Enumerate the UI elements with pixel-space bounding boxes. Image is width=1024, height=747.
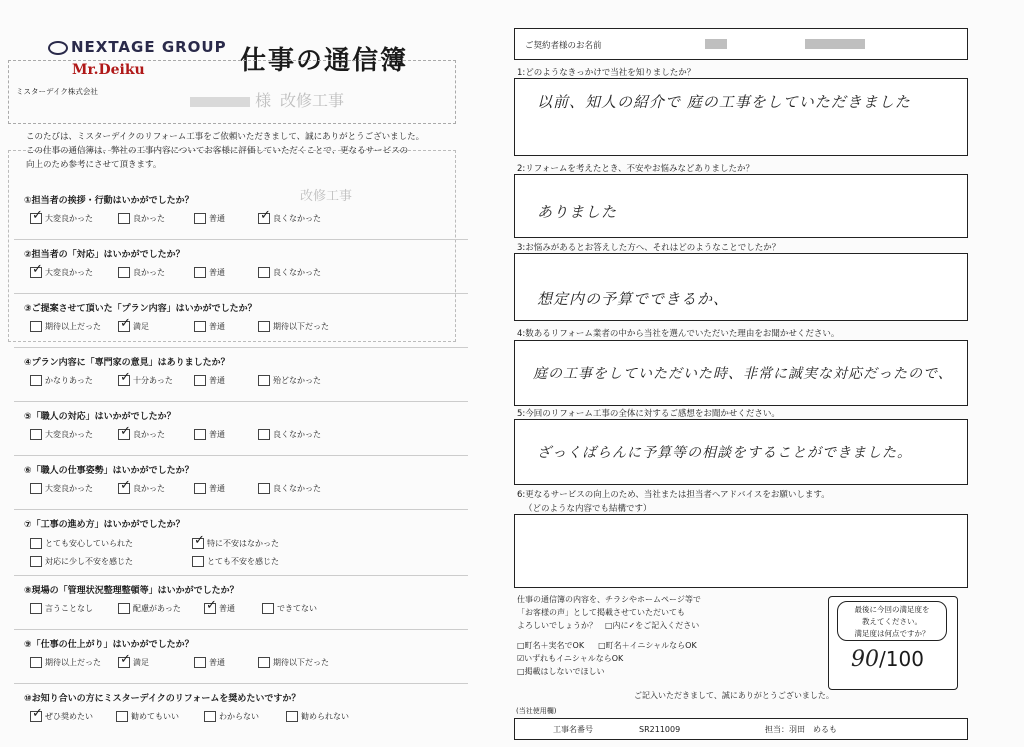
option-label: 対応に少し不安を感じた <box>45 557 133 566</box>
job-number: SR211009 <box>639 724 681 734</box>
option-label: 大変良かった <box>45 268 93 277</box>
intro-line-2: この仕事の通信簿は、弊社の工事内容についてお客様に評価していただくことで、更なるサービスの <box>26 146 409 156</box>
check-mark-icon: ✓ <box>120 424 131 439</box>
option-label: 期待以上だった <box>45 658 101 667</box>
question-1: 1:どのようなきっかけで当社を知りましたか？ <box>517 68 696 78</box>
consent-option-3[interactable]: ☑いずれもイニシャルならOK <box>517 654 624 663</box>
checkbox[interactable] <box>194 321 206 332</box>
question-divider <box>14 575 468 576</box>
option-label: 配慮があった <box>133 604 181 613</box>
q7-option-1[interactable] <box>30 538 133 549</box>
q10-option-3[interactable] <box>204 711 259 722</box>
check-mark-icon: ✓ <box>260 208 271 223</box>
question-title-3: ③ご提案させて頂いた「プラン内容」はいかがでしたか？ <box>24 304 257 314</box>
option-label: かなりあった <box>45 376 93 385</box>
option-label: 普通 <box>209 376 225 385</box>
office-use-box <box>514 718 968 740</box>
checkbox[interactable] <box>194 375 206 386</box>
option-label: 良かった <box>133 430 165 439</box>
checkbox[interactable] <box>30 556 42 567</box>
option-label: 普通 <box>219 604 235 613</box>
consent-text <box>517 593 701 632</box>
checkbox[interactable] <box>30 483 42 494</box>
nextage-logo <box>48 38 227 56</box>
q1-option-4[interactable] <box>258 208 321 224</box>
checkbox[interactable] <box>192 556 204 567</box>
redacted-surname <box>705 39 727 49</box>
customer-name-box <box>514 28 968 60</box>
q4-option-1[interactable] <box>30 375 93 386</box>
checkbox[interactable] <box>258 375 270 386</box>
question-4: 4:数あるリフォーム業者の中から当社を選んでいただいた理由をお聞かせください。 <box>517 329 840 339</box>
q5-option-2[interactable] <box>118 424 165 440</box>
office-use-label: (当社使用欄) <box>516 707 557 715</box>
score-prompt <box>837 601 947 641</box>
q9-option-4[interactable] <box>258 657 329 668</box>
option-label: とても安心していられた <box>45 539 133 548</box>
intro-line-3: 向上のため参考にさせて頂きます。 <box>26 160 162 170</box>
checkbox[interactable] <box>30 603 42 614</box>
question-title-9: ⑨「仕事の仕上がり」はいかがでしたか？ <box>24 640 194 650</box>
option-label: 大変良かった <box>45 214 93 223</box>
consent-line-3: よろしいでしょうか？ □内に✓をご記入ください <box>517 621 700 630</box>
checkbox[interactable] <box>30 706 43 722</box>
checkbox[interactable] <box>118 267 130 278</box>
option-label: 勧めてもいい <box>131 712 179 721</box>
option-label: 特に不安はなかった <box>207 539 279 548</box>
question-title-4: ④プラン内容に「専門家の意見」はありましたか？ <box>24 358 230 368</box>
question-divider <box>14 293 468 294</box>
checkbox[interactable] <box>118 603 130 614</box>
option-label: 十分あった <box>133 376 173 385</box>
question-title-8: ⑧現場の「管理状況整理整頓等」はいかがでしたか？ <box>24 586 239 596</box>
brand-logo: Mr.Deiku <box>72 62 145 78</box>
redacted-given-name <box>805 39 865 49</box>
answer-4-box[interactable] <box>514 340 968 406</box>
question-title-6: ⑥「職人の仕事姿勢」はいかがでしたか？ <box>24 466 194 476</box>
option-label: 期待以下だった <box>273 658 329 667</box>
ghost-job-2: 改修工事 <box>300 189 353 204</box>
score-prompt-2: 教えてください。 <box>862 617 922 626</box>
q6-option-1[interactable] <box>30 483 93 494</box>
option-label: ぜひ奨めたい <box>45 712 93 721</box>
checkbox[interactable] <box>118 652 131 668</box>
answer-2-text: ありました <box>537 203 618 221</box>
q7-option-2[interactable] <box>192 533 279 549</box>
q2-option-4[interactable] <box>258 267 321 278</box>
checkbox[interactable] <box>258 657 270 668</box>
check-mark-icon: ✓ <box>120 478 131 493</box>
checkbox[interactable] <box>30 429 42 440</box>
question-divider <box>14 629 468 630</box>
option-label: 普通 <box>209 322 225 331</box>
q3-option-1[interactable] <box>30 321 101 332</box>
option-label: 普通 <box>209 214 225 223</box>
checkbox[interactable] <box>194 267 206 278</box>
answer-6-box[interactable] <box>514 514 968 588</box>
question-divider <box>14 683 468 684</box>
q10-option-1[interactable] <box>30 706 93 722</box>
q5-option-4[interactable] <box>258 429 321 440</box>
question-title-1: ①担当者の挨拶・行動はいかがでしたか？ <box>24 196 194 206</box>
question-title-2: ②担当者の「対応」はいかがでしたか？ <box>24 250 185 260</box>
question-6-note: （どのような内容でも結構です） <box>524 504 652 514</box>
intro-line-1: このたびは、ミスターデイクのリフォーム工事をご依頼いただきまして、誠にありがとうございました。 <box>26 132 425 142</box>
option-label: 満足 <box>133 658 149 667</box>
option-label: 普通 <box>209 658 225 667</box>
option-label: とても不安を感じた <box>207 557 279 566</box>
check-mark-icon: ✓ <box>32 706 43 721</box>
q1-option-2[interactable] <box>118 213 165 224</box>
q9-option-3[interactable] <box>194 657 225 668</box>
option-label: 普通 <box>209 430 225 439</box>
q2-option-1[interactable] <box>30 262 93 278</box>
checkbox[interactable] <box>30 538 42 549</box>
checkbox[interactable] <box>258 321 270 332</box>
q6-option-4[interactable] <box>258 483 321 494</box>
checkbox[interactable] <box>258 208 271 224</box>
option-label: 普通 <box>209 268 225 277</box>
checkbox[interactable] <box>192 533 205 549</box>
checkbox[interactable] <box>194 657 206 668</box>
q4-option-4[interactable] <box>258 375 321 386</box>
option-label: 良かった <box>133 484 165 493</box>
q4-option-2[interactable] <box>118 370 173 386</box>
q1-option-3[interactable] <box>194 213 225 224</box>
q3-option-3[interactable] <box>194 321 225 332</box>
job-number-label: 工事名番号 <box>553 724 593 734</box>
consent-line-2: 「お客様の声」として掲載させていただいても <box>517 608 685 617</box>
staff-name: 担当：羽田 めるも <box>765 724 837 734</box>
checkbox[interactable] <box>258 429 270 440</box>
answer-5-text: ざっくばらんに予算等の相談をすることができました。 <box>537 445 912 461</box>
option-label: 良くなかった <box>273 484 321 493</box>
option-label: 満足 <box>133 322 149 331</box>
question-divider <box>14 455 468 456</box>
q6-option-3[interactable] <box>194 483 225 494</box>
option-label: できてない <box>277 604 317 613</box>
consent-line-1: 仕事の通信簿の内容を、チラシやホームページ等で <box>517 595 701 604</box>
question-divider <box>14 347 468 348</box>
question-title-10: ⑩お知り合いの方にミスターデイクのリフォームを奨めたいですか？ <box>24 694 301 704</box>
option-label: 良かった <box>133 214 165 223</box>
check-mark-icon: ✓ <box>120 316 131 331</box>
check-mark-icon: ✓ <box>194 533 205 548</box>
option-label: 言うことなし <box>45 604 93 613</box>
score-number: 90 <box>851 647 879 672</box>
q5-option-3[interactable] <box>194 429 225 440</box>
satisfaction-score-box <box>828 596 958 690</box>
answer-1-text: 以前、知人の紹介で 庭の工事をしていただきました <box>537 93 911 111</box>
option-label: 大変良かった <box>45 484 93 493</box>
checkbox[interactable] <box>118 213 130 224</box>
checkbox[interactable] <box>118 424 131 440</box>
q8-option-2[interactable] <box>118 603 181 614</box>
q10-option-2[interactable] <box>116 711 179 722</box>
option-label: 期待以上だった <box>45 322 101 331</box>
q10-option-4[interactable] <box>286 711 349 722</box>
check-mark-icon: ✓ <box>206 598 217 613</box>
q5-option-1[interactable] <box>30 429 93 440</box>
option-label: 勧められない <box>301 712 349 721</box>
customer-name-label: ご契約者様のお名前 <box>525 41 602 51</box>
company-name: ミスターデイク株式会社 <box>16 87 98 96</box>
consent-options <box>517 639 697 678</box>
q7-option-4[interactable] <box>192 556 279 567</box>
page-title: 仕事の通信簿 <box>240 46 409 76</box>
answer-4-text: 庭の工事をしていただいた時、非常に誠実な対応だったので、 <box>533 366 953 382</box>
checkbox[interactable] <box>30 262 43 278</box>
question-divider <box>14 509 468 510</box>
option-label: 良くなかった <box>273 268 321 277</box>
option-label: 普通 <box>209 484 225 493</box>
q9-option-2[interactable] <box>118 652 149 668</box>
q3-option-2[interactable] <box>118 316 149 332</box>
question-title-5: ⑤「職人の対応」はいかがでしたか？ <box>24 412 176 422</box>
checkbox[interactable] <box>30 375 42 386</box>
question-2: 2:リフォームを考えたとき、不安やお悩みなどありましたか？ <box>517 164 755 174</box>
checkbox[interactable] <box>286 711 298 722</box>
checkbox[interactable] <box>194 483 206 494</box>
checkbox[interactable] <box>262 603 274 614</box>
q4-option-3[interactable] <box>194 375 225 386</box>
q3-option-4[interactable] <box>258 321 329 332</box>
answer-5-box[interactable] <box>514 419 968 485</box>
option-label: 殆どなかった <box>273 376 321 385</box>
consent-option-1[interactable]: □町名＋実名でOK <box>517 641 585 650</box>
ghost-name <box>190 88 271 111</box>
question-divider <box>14 239 468 240</box>
checkbox[interactable] <box>118 370 131 386</box>
thanks-text: ご記入いただきまして、誠にありがとうございました。 <box>634 691 834 700</box>
answer-1-box[interactable] <box>514 78 968 156</box>
checkbox[interactable] <box>116 711 128 722</box>
q9-option-1[interactable] <box>30 657 101 668</box>
answer-2-box[interactable] <box>514 174 968 238</box>
q8-option-1[interactable] <box>30 603 93 614</box>
consent-option-2[interactable]: □町名＋イニシャルならOK <box>598 641 697 650</box>
score-prompt-1: 最後に今回の満足度を <box>854 605 930 614</box>
q7-option-3[interactable] <box>30 556 133 567</box>
q8-option-4[interactable] <box>262 603 317 614</box>
check-mark-icon: ✓ <box>32 262 43 277</box>
checkbox[interactable] <box>30 657 42 668</box>
option-label: わからない <box>219 712 259 721</box>
checkbox[interactable] <box>30 321 42 332</box>
question-3: 3:お悩みがあるとお答えした方へ、それはどのようなことでしたか？ <box>517 243 781 253</box>
q8-option-3[interactable] <box>204 598 235 614</box>
option-label: 大変良かった <box>45 430 93 439</box>
score-prompt-3: 満足度は何点ですか？ <box>854 629 930 638</box>
checkbox[interactable] <box>258 483 270 494</box>
checkbox[interactable] <box>204 598 217 614</box>
score-value[interactable] <box>851 647 924 672</box>
checkbox[interactable] <box>118 478 131 494</box>
check-mark-icon: ✓ <box>120 370 131 385</box>
option-label: 良くなかった <box>273 214 321 223</box>
q2-option-2[interactable] <box>118 267 165 278</box>
logo-text: NEXTAGE GROUP <box>71 38 227 56</box>
q2-option-3[interactable] <box>194 267 225 278</box>
question-title-7: ⑦「工事の進め方」はいかがでしたか？ <box>24 520 185 530</box>
redacted-name <box>190 97 250 107</box>
option-label: 期待以下だった <box>273 322 329 331</box>
checkbox[interactable] <box>118 316 131 332</box>
q1-option-1[interactable] <box>30 208 93 224</box>
score-max: /100 <box>879 647 924 671</box>
checkbox[interactable] <box>30 208 43 224</box>
ghost-name-suffix: 様 <box>255 91 272 110</box>
answer-3-text: 想定内の予算でできるか、 <box>537 290 730 308</box>
option-label: 良かった <box>133 268 165 277</box>
q6-option-2[interactable] <box>118 478 165 494</box>
option-label: 良くなかった <box>273 430 321 439</box>
checkbox[interactable] <box>258 267 270 278</box>
check-mark-icon: ✓ <box>32 208 43 223</box>
checkbox[interactable] <box>194 213 206 224</box>
intro-text <box>26 130 446 172</box>
answer-3-box[interactable] <box>514 253 968 321</box>
checkbox[interactable] <box>204 711 216 722</box>
ghost-job: 改修工事 <box>280 91 345 110</box>
question-divider <box>14 401 468 402</box>
checkbox[interactable] <box>194 429 206 440</box>
consent-option-4[interactable]: □掲載はしないでほしい <box>517 667 605 676</box>
question-6: 6:更なるサービスの向上のため、当社または担当者へアドバイスをお願いします。 <box>517 490 830 500</box>
question-5: 5:今回のリフォーム工事の全体に対するご感想をお聞かせください。 <box>517 409 780 419</box>
check-mark-icon: ✓ <box>120 652 131 667</box>
